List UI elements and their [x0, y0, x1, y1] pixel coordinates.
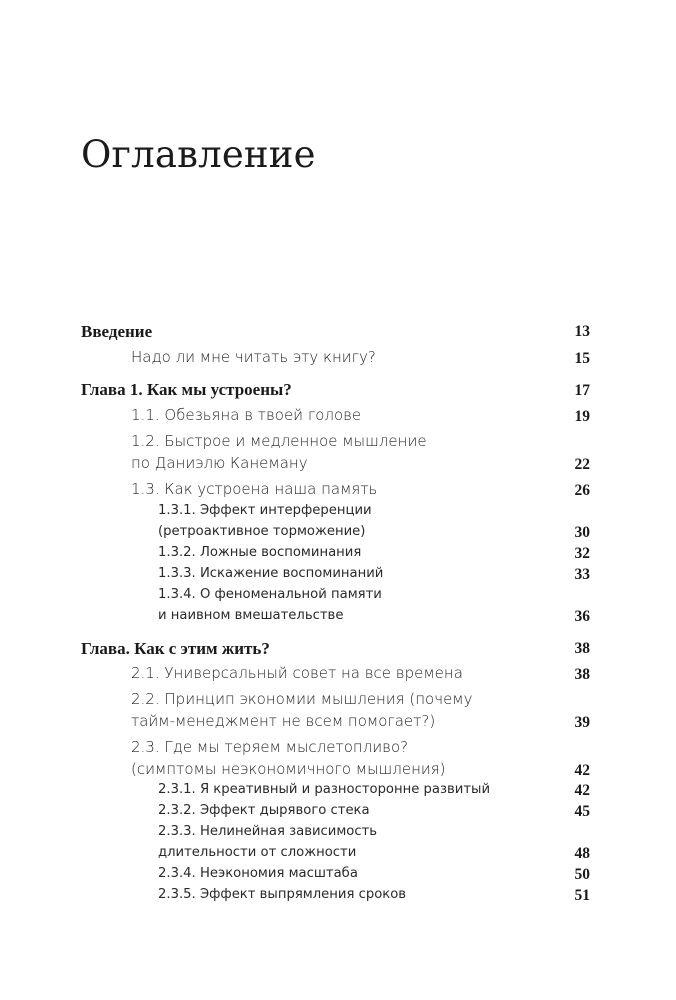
toc-section-label: 2.2. Принцип экономии мышления (почему	[131, 690, 473, 708]
toc-chapter-label: Глава. Как с этим жить?	[81, 639, 270, 658]
toc-section-label-cont: тайм-менеджмент не всем помогает?)	[131, 712, 436, 730]
toc-page-number: 50	[574, 866, 590, 883]
toc-section-label: 2.1. Универсальный совет на все времена	[131, 664, 463, 682]
toc-subsection-label: 2.3.3. Нелинейная зависимость	[158, 824, 378, 839]
toc-page-number: 36	[574, 608, 590, 625]
toc-page-number: 26	[574, 482, 590, 499]
toc-subsection-label: 1.3.3. Искажение воспоминаний	[158, 566, 384, 581]
toc-section-label: 1.3. Как устроена наша память	[131, 480, 378, 498]
toc-section-label: 1.1. Обезьяна в твоей голове	[131, 406, 362, 424]
toc-page-number: 22	[574, 456, 590, 473]
toc-subsection-label: 2.3.4. Неэкономия масштаба	[158, 866, 358, 881]
page-title: Оглавление	[81, 133, 316, 176]
toc-page-number: 42	[574, 782, 590, 799]
toc-page-number: 45	[574, 803, 590, 820]
toc-chapter-label: Глава 1. Как мы устроены?	[81, 380, 292, 399]
toc-subsection-label: 2.3.1. Я креативный и разносторонне развитый	[158, 782, 491, 797]
toc-subsection-label: 1.3.4. О феноменальной памяти	[158, 587, 382, 602]
toc-page-number: 19	[574, 408, 590, 425]
toc-section-label-cont: (симптомы неэкономичного мышления)	[131, 760, 446, 778]
toc-page-number: 13	[574, 323, 590, 340]
toc-page-number: 42	[574, 762, 590, 779]
toc-page-number: 33	[574, 566, 590, 583]
toc-section-label: 1.2. Быстрое и медленное мышление	[131, 432, 427, 450]
toc-page-number: 15	[574, 350, 590, 367]
toc-subsection-label-cont: длительности от сложности	[158, 845, 357, 860]
toc-page-number: 48	[574, 845, 590, 862]
toc-page-number: 38	[574, 666, 590, 683]
toc-page-number: 30	[574, 524, 590, 541]
toc-page-number: 38	[574, 640, 590, 657]
toc-section-label: Надо ли мне читать эту книгу?	[131, 348, 376, 366]
toc-subsection-label: 2.3.2. Эффект дырявого стека	[158, 803, 370, 818]
toc-page-number: 39	[574, 714, 590, 731]
toc-subsection-label-cont: (ретроактивное торможение)	[158, 524, 366, 539]
toc-chapter-label: Введение	[81, 322, 153, 341]
toc-subsection-label-cont: и наивном вмешательстве	[158, 608, 344, 623]
toc-section-label-cont: по Даниэлю Канеману	[131, 454, 308, 472]
toc-subsection-label: 2.3.5. Эффект выпрямления сроков	[158, 887, 407, 902]
toc-page-number: 51	[574, 887, 590, 904]
toc-section-label: 2.3. Где мы теряем мыслетопливо?	[131, 738, 409, 756]
toc-page-number: 32	[574, 545, 590, 562]
toc-subsection-label: 1.3.2. Ложные воспоминания	[158, 545, 362, 560]
toc-page-number: 17	[574, 382, 590, 399]
toc-subsection-label: 1.3.1. Эффект интерференции	[158, 503, 372, 518]
